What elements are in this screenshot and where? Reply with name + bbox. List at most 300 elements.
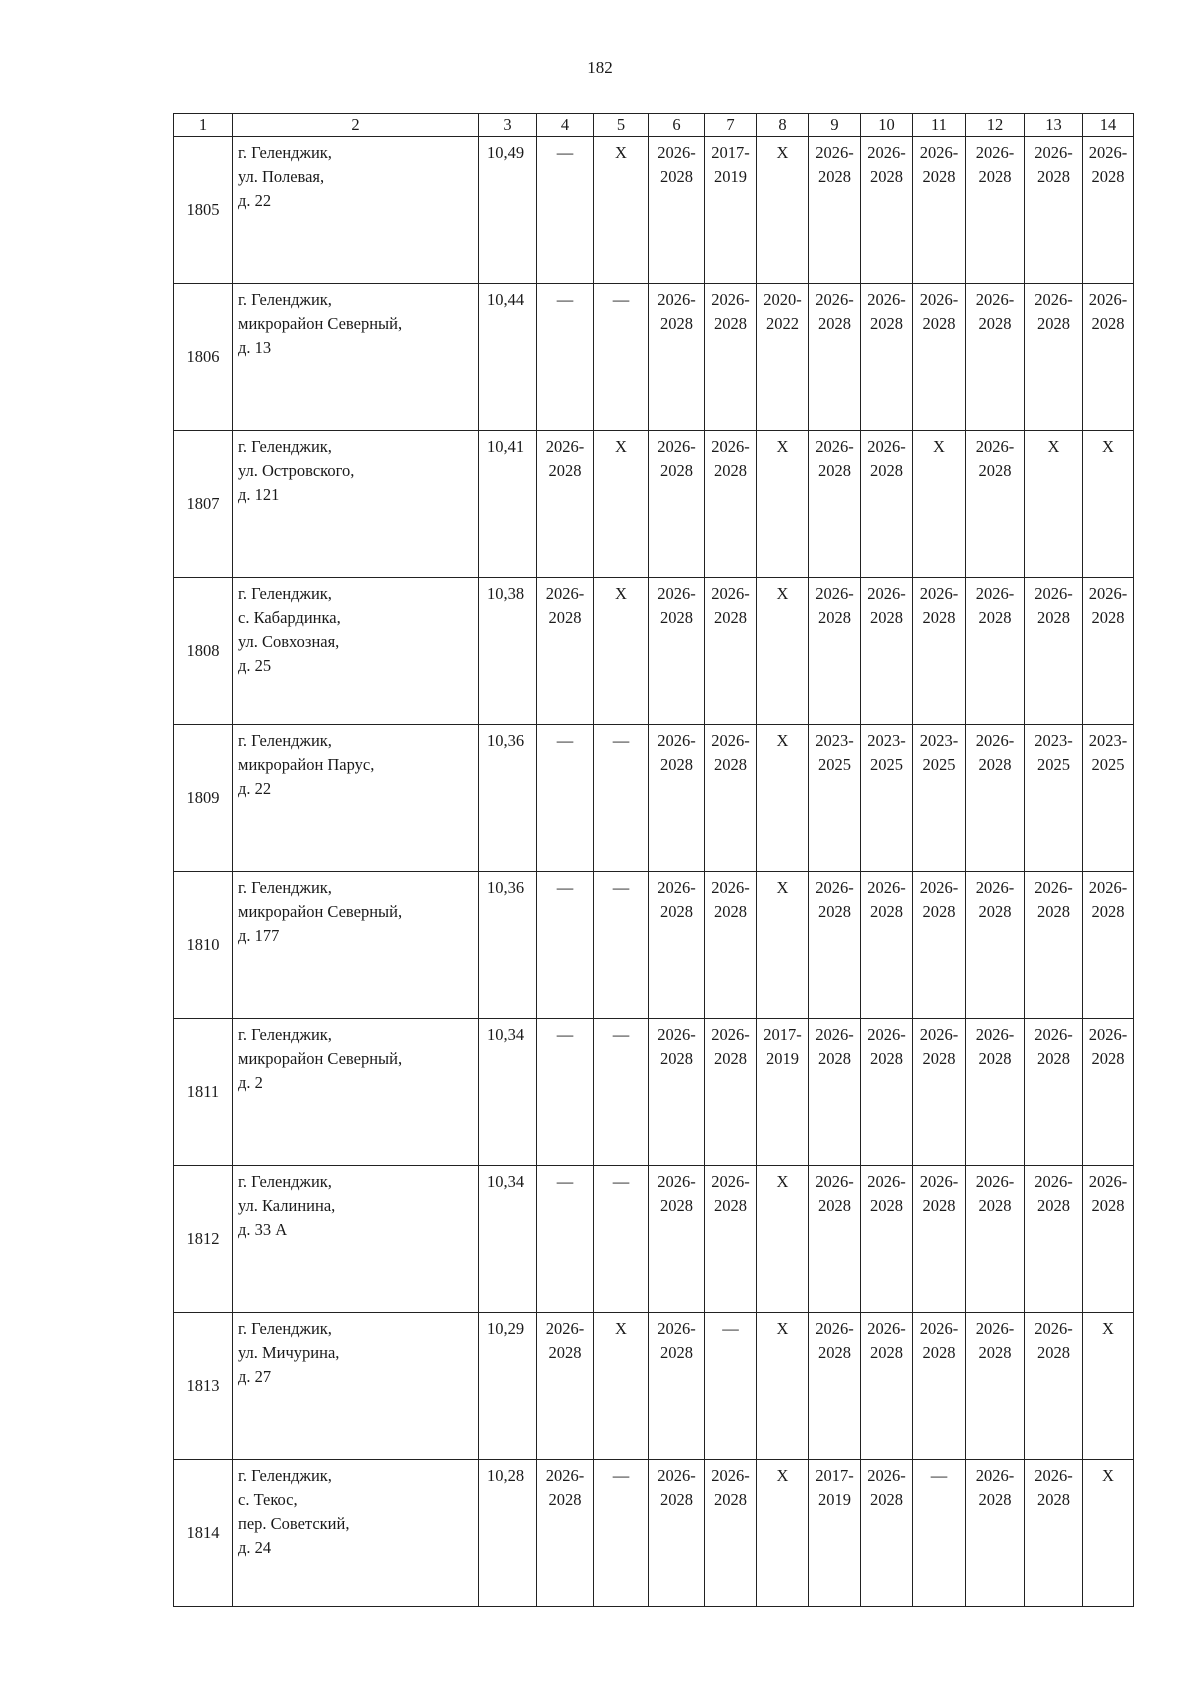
cell-value: X: [776, 1172, 789, 1191]
address-cell: [233, 1460, 479, 1607]
period-start: 2026-: [867, 437, 906, 456]
value-cell-period: [1025, 284, 1083, 431]
value-cell-period: [861, 1019, 913, 1166]
period-start: 2026-: [815, 437, 854, 456]
address-line: микрорайон Парус,: [238, 755, 375, 774]
cell-value: X: [776, 731, 789, 750]
value-cell-period: [809, 284, 861, 431]
value-cell-period: [1083, 578, 1134, 725]
value-cell-period: [809, 1166, 861, 1313]
value-cell-period: [913, 284, 966, 431]
period-end: 2028: [1037, 608, 1070, 627]
value-cell-period: [594, 872, 649, 1019]
address-line: ул. Калинина,: [238, 1196, 336, 1215]
period-end: 2028: [1037, 1490, 1070, 1509]
value-cell-period: [757, 137, 809, 284]
value-cell-period: [705, 1019, 757, 1166]
value-cell-period: [966, 1166, 1025, 1313]
value-cell-period: [649, 1019, 705, 1166]
address-line: г. Геленджик,: [238, 290, 332, 309]
period-start: 2026-: [1034, 1172, 1073, 1191]
period-end: 2028: [660, 608, 693, 627]
page-number: 182: [587, 58, 613, 77]
value-cell-period: [1083, 431, 1134, 578]
value-cell-period: [1083, 284, 1134, 431]
period-start: 2026-: [919, 143, 959, 162]
value-cell-period: [705, 1460, 757, 1607]
period-end: 2028: [922, 167, 956, 186]
value-cell-period: [966, 578, 1025, 725]
value-cell-indicator: [479, 725, 537, 872]
address-line: микрорайон Северный,: [238, 1049, 403, 1068]
period-end: 2028: [660, 167, 693, 186]
value-cell-period: [649, 1460, 705, 1607]
value-cell-period: [1025, 137, 1083, 284]
period-start: 2026-: [657, 1319, 696, 1338]
address-cell: [233, 578, 479, 725]
period-end: 2025: [922, 755, 956, 774]
address-line: д. 22: [238, 191, 272, 210]
value-cell-indicator: [479, 1019, 537, 1166]
cell-value: 10,29: [487, 1319, 525, 1338]
period-start: 2026-: [657, 731, 696, 750]
table-row: [174, 1313, 1134, 1460]
period-end: 2028: [870, 1196, 903, 1215]
value-cell-period: [966, 872, 1025, 1019]
address-line: г. Геленджик,: [238, 437, 332, 456]
address-cell: [233, 1166, 479, 1313]
period-end: 2028: [922, 314, 956, 333]
period-start: 2026-: [1088, 290, 1128, 309]
period-start: 2026-: [867, 143, 906, 162]
value-cell-period: [757, 1166, 809, 1313]
address-cell: [233, 431, 479, 578]
value-cell-period: [966, 284, 1025, 431]
period-end: 2028: [714, 1490, 747, 1509]
value-cell-period: [649, 725, 705, 872]
row-number: 1813: [174, 1313, 233, 1460]
period-end: 2028: [714, 608, 747, 627]
value-cell-period: [594, 578, 649, 725]
value-cell-period: [594, 1460, 649, 1607]
period-end: 2028: [922, 1196, 956, 1215]
value-cell-period: [861, 1313, 913, 1460]
value-cell-period: [861, 137, 913, 284]
period-end: 2028: [714, 314, 747, 333]
period-start: 2026-: [975, 437, 1015, 456]
address-line: ул. Полевая,: [238, 167, 325, 186]
table-row: [174, 725, 1134, 872]
period-start: 2026-: [1088, 1025, 1128, 1044]
table-row: [174, 284, 1134, 431]
value-cell-period: [705, 578, 757, 725]
value-cell-period: [705, 1313, 757, 1460]
address-line: д. 33 А: [238, 1220, 288, 1239]
value-cell-period: [1083, 1460, 1134, 1607]
period-start: 2026-: [1034, 878, 1073, 897]
period-end: 2028: [1037, 314, 1070, 333]
period-end: 2028: [978, 1049, 1012, 1068]
registry-table: [173, 113, 1134, 1607]
period-start: 2026-: [711, 437, 750, 456]
period-end: 2025: [1037, 755, 1070, 774]
period-end: 2028: [1091, 902, 1125, 921]
value-cell-period: [757, 284, 809, 431]
period-start: 2026-: [1088, 878, 1128, 897]
period-end: 2028: [978, 1490, 1012, 1509]
period-start: 2026-: [545, 437, 585, 456]
period-start: 2026-: [657, 290, 696, 309]
cell-value: 10,34: [487, 1172, 525, 1191]
value-cell-period: [649, 1313, 705, 1460]
period-end: 2028: [818, 314, 851, 333]
period-end: 2028: [818, 902, 851, 921]
value-cell-period: [966, 1460, 1025, 1607]
value-cell-period: [1025, 1166, 1083, 1313]
period-start: 2026-: [711, 290, 750, 309]
period-start: 2026-: [1034, 1319, 1073, 1338]
row-number: 1810: [174, 872, 233, 1019]
column-header: 1: [174, 114, 233, 137]
value-cell-period: [861, 284, 913, 431]
period-end: 2028: [1037, 1196, 1070, 1215]
value-cell-period: [809, 725, 861, 872]
table-row: [174, 431, 1134, 578]
cell-value: X: [776, 1319, 789, 1338]
period-end: 2028: [1091, 314, 1125, 333]
value-cell-period: [705, 284, 757, 431]
period-start: 2026-: [975, 731, 1015, 750]
row-number: 1814: [174, 1460, 233, 1607]
value-cell-period: [705, 872, 757, 1019]
cell-value: X: [615, 584, 627, 603]
value-cell-period: [1083, 872, 1134, 1019]
period-start: 2026-: [815, 1172, 854, 1191]
period-end: 2028: [714, 461, 747, 480]
value-cell-indicator: [479, 431, 537, 578]
period-end: 2019: [818, 1490, 851, 1509]
cell-value: —: [612, 1172, 630, 1191]
value-cell-period: [1083, 725, 1134, 872]
value-cell-period: [649, 431, 705, 578]
cell-value: X: [1102, 437, 1114, 456]
period-end: 2022: [766, 314, 799, 333]
period-start: 2026-: [919, 1025, 959, 1044]
period-start: 2026-: [975, 1466, 1015, 1485]
period-end: 2028: [660, 902, 693, 921]
period-start: 2026-: [1034, 290, 1073, 309]
row-number: 1806: [174, 284, 233, 431]
column-header: 14: [1083, 114, 1134, 137]
address-line: микрорайон Северный,: [238, 902, 403, 921]
column-header: 12: [966, 114, 1025, 137]
value-cell-period: [861, 578, 913, 725]
value-cell-indicator: [479, 872, 537, 1019]
address-line: г. Геленджик,: [238, 1172, 332, 1191]
address-line: д. 13: [238, 338, 272, 357]
value-cell-period: [861, 1460, 913, 1607]
address-cell: [233, 725, 479, 872]
period-end: 2028: [978, 461, 1012, 480]
period-end: 2028: [1091, 1049, 1125, 1068]
period-end: 2028: [922, 1343, 956, 1362]
period-start: 2023-: [1034, 731, 1073, 750]
period-end: 2028: [922, 1049, 956, 1068]
value-cell-period: [537, 872, 594, 1019]
period-start: 2026-: [545, 1319, 585, 1338]
period-end: 2028: [660, 1490, 693, 1509]
row-number: 1805: [174, 137, 233, 284]
period-end: 2028: [1037, 1049, 1070, 1068]
period-start: 2026-: [867, 584, 906, 603]
value-cell-period: [649, 1166, 705, 1313]
value-cell-period: [1083, 137, 1134, 284]
column-header: 8: [757, 114, 809, 137]
period-start: 2026-: [975, 1319, 1015, 1338]
value-cell-period: [809, 1313, 861, 1460]
value-cell-period: [537, 1313, 594, 1460]
row-number: 1809: [174, 725, 233, 872]
period-start: 2026-: [1088, 143, 1128, 162]
period-start: 2026-: [867, 1172, 906, 1191]
value-cell-period: [537, 725, 594, 872]
period-end: 2028: [870, 461, 903, 480]
address-line: ул. Совхозная,: [238, 632, 340, 651]
value-cell-period: [913, 431, 966, 578]
period-start: 2026-: [657, 584, 696, 603]
column-header: 7: [705, 114, 757, 137]
value-cell-period: [1083, 1019, 1134, 1166]
value-cell-period: [966, 1313, 1025, 1460]
cell-value: —: [556, 1172, 574, 1191]
cell-value: X: [615, 437, 627, 456]
period-start: 2026-: [867, 1319, 906, 1338]
period-start: 2026-: [657, 437, 696, 456]
period-start: 2026-: [815, 878, 854, 897]
value-cell-period: [1025, 431, 1083, 578]
cell-value: —: [612, 1466, 630, 1485]
period-end: 2028: [1037, 1343, 1070, 1362]
value-cell-period: [861, 872, 913, 1019]
period-end: 2028: [922, 902, 956, 921]
address-line: г. Геленджик,: [238, 731, 332, 750]
period-end: 2028: [1091, 167, 1125, 186]
period-start: 2026-: [711, 1466, 750, 1485]
cell-value: X: [1047, 437, 1060, 456]
period-start: 2026-: [711, 731, 750, 750]
value-cell-period: [757, 431, 809, 578]
table-row: [174, 137, 1134, 284]
value-cell-period: [757, 872, 809, 1019]
period-end: 2028: [870, 608, 903, 627]
value-cell-period: [913, 872, 966, 1019]
period-end: 2028: [548, 461, 582, 480]
value-cell-period: [705, 431, 757, 578]
value-cell-period: [1025, 1019, 1083, 1166]
period-end: 2028: [818, 1049, 851, 1068]
period-start: 2026-: [1088, 584, 1128, 603]
period-end: 2028: [818, 1196, 851, 1215]
address-line: г. Геленджик,: [238, 584, 332, 603]
cell-value: X: [615, 143, 627, 162]
value-cell-period: [594, 431, 649, 578]
value-cell-indicator: [479, 1313, 537, 1460]
period-end: 2019: [766, 1049, 799, 1068]
column-header: 5: [594, 114, 649, 137]
address-line: д. 25: [238, 656, 272, 675]
value-cell-period: [1025, 578, 1083, 725]
period-end: 2028: [978, 314, 1012, 333]
address-line: г. Геленджик,: [238, 1025, 332, 1044]
period-start: 2026-: [711, 878, 750, 897]
row-number: 1812: [174, 1166, 233, 1313]
period-start: 2026-: [1034, 1466, 1073, 1485]
value-cell-period: [705, 137, 757, 284]
value-cell-period: [594, 1313, 649, 1460]
period-start: 2026-: [919, 1319, 959, 1338]
value-cell-period: [966, 137, 1025, 284]
period-end: 2028: [818, 1343, 851, 1362]
cell-value: 10,28: [487, 1466, 525, 1485]
period-start: 2026-: [815, 584, 854, 603]
cell-value: 10,34: [487, 1025, 525, 1044]
value-cell-indicator: [479, 284, 537, 431]
cell-value: X: [776, 437, 789, 456]
period-start: 2026-: [975, 584, 1015, 603]
cell-value: X: [933, 437, 945, 456]
value-cell-period: [537, 578, 594, 725]
value-cell-period: [1025, 1460, 1083, 1607]
value-cell-period: [705, 725, 757, 872]
value-cell-period: [537, 1019, 594, 1166]
value-cell-period: [809, 872, 861, 1019]
period-end: 2028: [978, 167, 1012, 186]
table-row: [174, 872, 1134, 1019]
row-number: 1811: [174, 1019, 233, 1166]
cell-value: 10,38: [487, 584, 525, 603]
cell-value: X: [1102, 1319, 1114, 1338]
value-cell-period: [1025, 725, 1083, 872]
period-start: 2026-: [867, 1025, 906, 1044]
period-start: 2026-: [657, 1172, 696, 1191]
period-start: 2026-: [867, 878, 906, 897]
period-start: 2026-: [815, 290, 854, 309]
period-end: 2028: [818, 167, 851, 186]
period-end: 2028: [714, 902, 747, 921]
period-end: 2028: [660, 1343, 693, 1362]
value-cell-period: [861, 1166, 913, 1313]
table-row: [174, 1166, 1134, 1313]
column-header-row: [174, 114, 1134, 137]
value-cell-period: [913, 1460, 966, 1607]
cell-value: —: [556, 1025, 574, 1044]
period-end: 2028: [870, 1049, 903, 1068]
period-end: 2028: [1037, 167, 1070, 186]
value-cell-indicator: [479, 578, 537, 725]
period-end: 2028: [660, 1196, 693, 1215]
address-line: д. 22: [238, 779, 272, 798]
period-start: 2017-: [763, 1025, 802, 1044]
period-end: 2028: [978, 1343, 1012, 1362]
value-cell-period: [966, 431, 1025, 578]
period-start: 2023-: [867, 731, 906, 750]
value-cell-period: [649, 578, 705, 725]
period-start: 2026-: [1034, 143, 1073, 162]
period-start: 2023-: [815, 731, 854, 750]
address-cell: [233, 1019, 479, 1166]
period-start: 2026-: [1034, 1025, 1073, 1044]
period-end: 2028: [548, 608, 582, 627]
period-end: 2025: [1091, 755, 1125, 774]
address-line: ул. Островского,: [238, 461, 355, 480]
period-end: 2028: [870, 902, 903, 921]
value-cell-period: [537, 431, 594, 578]
value-cell-period: [966, 725, 1025, 872]
cell-value: —: [930, 1466, 948, 1485]
address-line: д. 121: [238, 485, 280, 504]
period-start: 2026-: [711, 584, 750, 603]
period-end: 2028: [818, 608, 851, 627]
period-end: 2028: [548, 1490, 582, 1509]
period-start: 2020-: [763, 290, 802, 309]
address-line: д. 27: [238, 1367, 272, 1386]
value-cell-period: [705, 1166, 757, 1313]
value-cell-period: [594, 725, 649, 872]
value-cell-period: [1083, 1166, 1134, 1313]
value-cell-period: [757, 1460, 809, 1607]
period-start: 2026-: [1034, 584, 1073, 603]
cell-value: —: [612, 290, 630, 309]
period-end: 2028: [870, 1490, 903, 1509]
value-cell-period: [594, 137, 649, 284]
column-header: 2: [233, 114, 479, 137]
cell-value: —: [612, 1025, 630, 1044]
cell-value: —: [556, 290, 574, 309]
value-cell-period: [809, 1019, 861, 1166]
period-end: 2025: [818, 755, 851, 774]
period-start: 2026-: [545, 584, 585, 603]
period-end: 2028: [660, 461, 693, 480]
period-start: 2026-: [815, 1319, 854, 1338]
value-cell-indicator: [479, 1166, 537, 1313]
address-line: г. Геленджик,: [238, 878, 332, 897]
cell-value: 10,41: [487, 437, 525, 456]
table-body: [174, 114, 1134, 1607]
period-end: 2028: [922, 608, 956, 627]
period-end: 2028: [714, 755, 747, 774]
period-end: 2028: [818, 461, 851, 480]
cell-value: X: [776, 1466, 789, 1485]
cell-value: —: [556, 143, 574, 162]
address-line: с. Текос,: [238, 1490, 298, 1509]
address-line: д. 177: [238, 926, 280, 945]
value-cell-period: [809, 431, 861, 578]
period-start: 2026-: [975, 143, 1015, 162]
period-end: 2028: [714, 1049, 747, 1068]
period-end: 2028: [1037, 902, 1070, 921]
value-cell-period: [913, 725, 966, 872]
address-cell: [233, 284, 479, 431]
value-cell-period: [757, 725, 809, 872]
period-end: 2028: [978, 1196, 1012, 1215]
period-start: 2026-: [1088, 1172, 1128, 1191]
period-start: 2026-: [975, 878, 1015, 897]
value-cell-period: [966, 1019, 1025, 1166]
value-cell-period: [913, 1313, 966, 1460]
address-line: пер. Советский,: [238, 1514, 350, 1533]
period-start: 2026-: [711, 1025, 750, 1044]
value-cell-period: [594, 1166, 649, 1313]
